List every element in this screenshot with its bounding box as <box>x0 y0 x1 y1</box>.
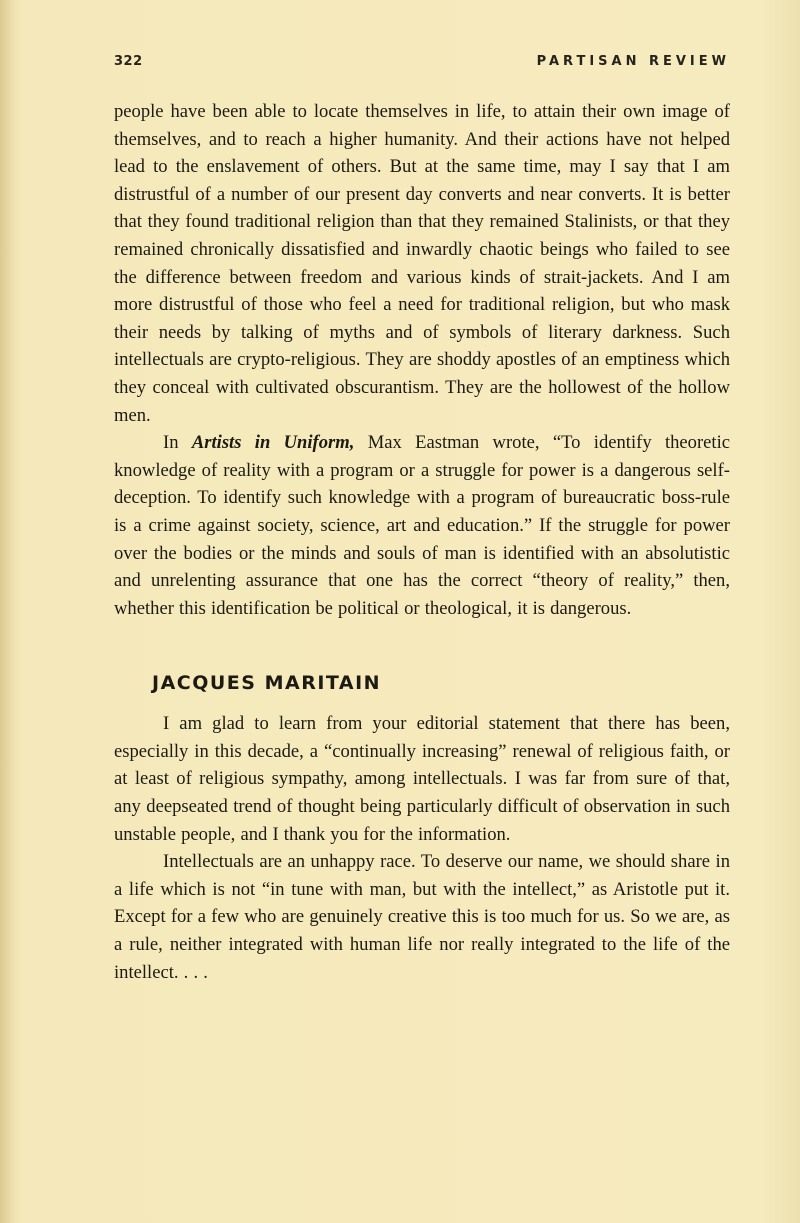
section-heading-author: JACQUES MARITAIN <box>152 672 382 695</box>
article-body <box>114 98 730 986</box>
page-number: 322 <box>114 54 143 69</box>
paragraph-maritain-1: I am glad to learn from your editorial statement that there has been, especially in this decade, a “continually increasing” renewal of religious faith, or at least of religious sympathy, among intellectuals. I was far from sure of that, any deepseated trend of thought being particularly difficult of observation in such unstable people, and I thank you for the information. <box>114 713 730 845</box>
paragraph-lead-word: In <box>163 432 179 454</box>
paragraph-eastman-quote <box>114 429 730 622</box>
paragraph-eastman-text: Max Eastman wrote, “To identify theoretic knowledge of reality with a program or a struggle for power is a dangerous self-deception. To identify such knowledge with a program of bureaucratic boss-rule is a crime against society, science, art and education.” If the struggle for power over the bodies or the minds and souls of man is identified with an absolutistic and unrelenting assurance that one has the correct “theory of reality,” then, whether this identification be political or theological, it is dangerous. <box>114 432 730 619</box>
book-title: Artists in Uniform, <box>191 432 355 454</box>
running-head <box>114 54 730 84</box>
paragraph-maritain-2: Intellectuals are an unhappy race. To deserve our name, we should share in a life which is not “in tune with man, but with the intellect,” as Aristotle put it. Except for a few who are genuinely creative this is too much for us. So we are, as a rule, neither integrated with human life nor really integrated to the life of the intellect. . . . <box>114 851 730 983</box>
page-content <box>114 54 730 986</box>
binding-gutter-shadow <box>0 0 14 1223</box>
paragraph-continuation: people have been able to locate themselves in life, to attain their own image of themselves, and to reach a higher humanity. And their actions have not helped lead to the enslavement of others. But at the same time, may I say that I am distrustful of a number of our present day converts and near converts. It is better that they found traditional religion than that they remained Stalinists, or that they remained chronically dissatisfied and inwardly chaotic beings who failed to see the difference between freedom and various kinds of strait-jackets. And I am more distrustful of those who feel a need for traditional religion, but who mask their needs by talking of myths and of symbols of literary darkness. Such intellectuals are crypto-religious. They are shoddy apostles of an emptiness which they conceal with cultivated obscurantism. They are the hollowest of the hollow men. <box>114 101 730 426</box>
journal-title: PARTISAN REVIEW <box>536 54 730 69</box>
